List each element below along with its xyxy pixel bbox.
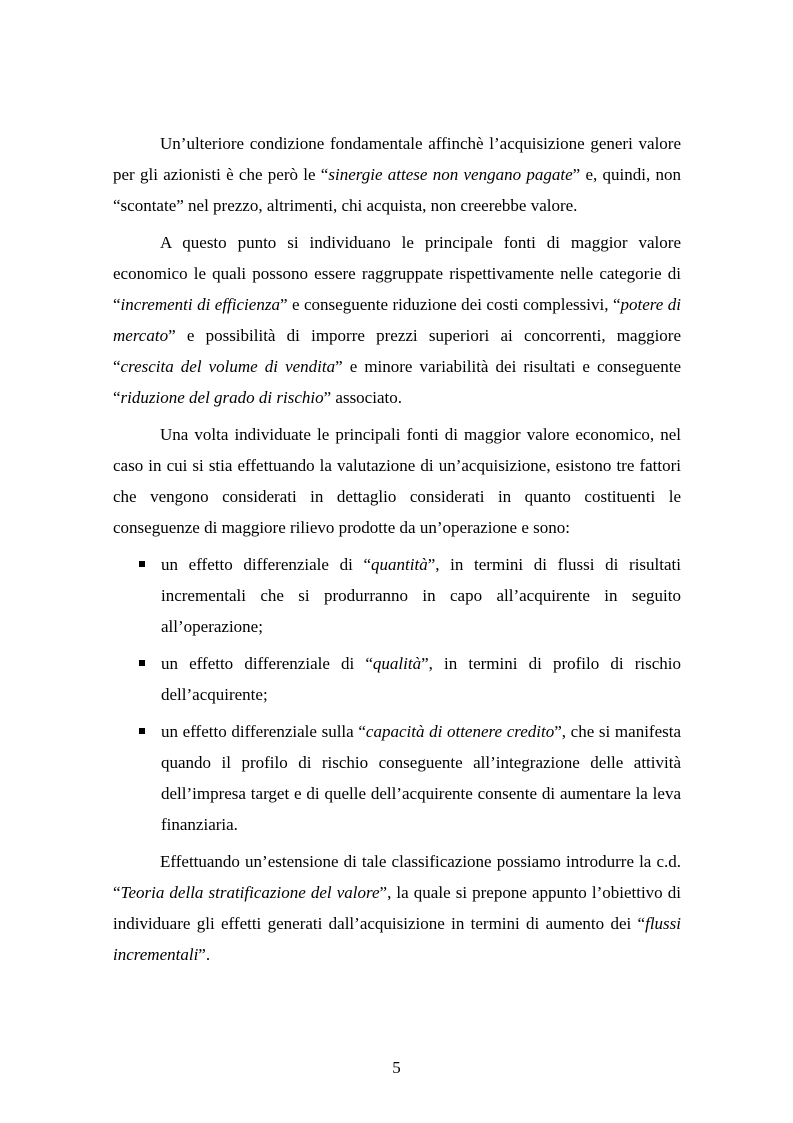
page-number: 5 xyxy=(392,1058,401,1077)
text-run: ”, in termini di flussi di risultati incrementali che si produrranno in capo all’acquirente in seguito all’operazione; xyxy=(161,555,681,636)
text-run: Effettuando un’estensione di tale classificazione possiamo introdurre la c.d. “ xyxy=(113,852,681,902)
square-bullet-icon xyxy=(139,728,145,734)
text-run: un effetto differenziale di “ xyxy=(161,555,372,574)
text-run: A questo punto si individuano le principale fonti di maggior valore economico le quali possono essere raggruppate rispettivamente nelle categorie di “ xyxy=(113,233,681,314)
italic-phrase: Teoria della stratificazione del valore xyxy=(120,883,380,902)
text-run: ”. xyxy=(198,945,211,964)
list-item xyxy=(113,716,681,840)
text-run: Un’ulteriore condizione fondamentale affinchè l’acquisizione generi valore per gli azionisti è che però le “ xyxy=(113,134,681,184)
text-run: ”, in termini di profilo di rischio dell’acquirente; xyxy=(161,654,681,704)
italic-phrase: flussi incrementali xyxy=(113,914,681,964)
italic-phrase: capacità di ottenere credito xyxy=(365,722,555,741)
text-run: Una volta individuate le principali fonti di maggior valore economico, nel caso in cui si stia effettuando la valutazione di un’acquisizione, esistono tre fattori che vengono considerati in dettaglio considerati in quanto costituenti le conseguenze di maggiore rilievo prodotte da un’operazione e sono: xyxy=(113,425,681,537)
italic-phrase: quantità xyxy=(371,555,428,574)
square-bullet-icon xyxy=(139,561,145,567)
text-run: ” e possibilità di imporre prezzi superiori ai concorrenti, maggiore “ xyxy=(113,326,681,376)
text-run: ”, la quale si prepone appunto l’obiettivo di individuare gli effetti generati dall’acquisizione in termini di aumento dei “ xyxy=(113,883,681,933)
italic-phrase: qualità xyxy=(372,654,422,673)
text-run: un effetto differenziale di “ xyxy=(161,654,373,673)
paragraph xyxy=(113,846,681,970)
italic-phrase: incrementi di efficienza xyxy=(120,295,280,314)
text-run: ” e conseguente riduzione dei costi complessivi, “ xyxy=(279,295,621,314)
italic-phrase: potere di mercato xyxy=(113,295,682,345)
body-text xyxy=(113,128,681,970)
bullet-list xyxy=(113,549,681,840)
italic-phrase: sinergie attese non vengano pagate xyxy=(328,165,573,184)
paragraph xyxy=(113,419,681,543)
text-run: ” e minore variabilità dei risultati e conseguente “ xyxy=(113,357,681,407)
italic-phrase: riduzione del grado di rischio xyxy=(120,388,324,407)
paragraph xyxy=(113,128,681,221)
text-run: ” e, quindi, non “scontate” nel prezzo, altrimenti, chi acquista, non creerebbe valore. xyxy=(113,165,681,215)
italic-phrase: crescita del volume di vendita xyxy=(120,357,336,376)
text-run: ”, che si manifesta quando il profilo di rischio conseguente all’integrazione delle attività dell’impresa target e di quelle dell’acquirente consente di aumentare la leva finanziaria. xyxy=(161,722,682,834)
list-item xyxy=(113,549,681,642)
list-item xyxy=(113,648,681,710)
text-run: ” associato. xyxy=(323,388,402,407)
paragraph xyxy=(113,227,681,413)
square-bullet-icon xyxy=(139,660,145,666)
text-run: un effetto differenziale sulla “ xyxy=(161,722,366,741)
